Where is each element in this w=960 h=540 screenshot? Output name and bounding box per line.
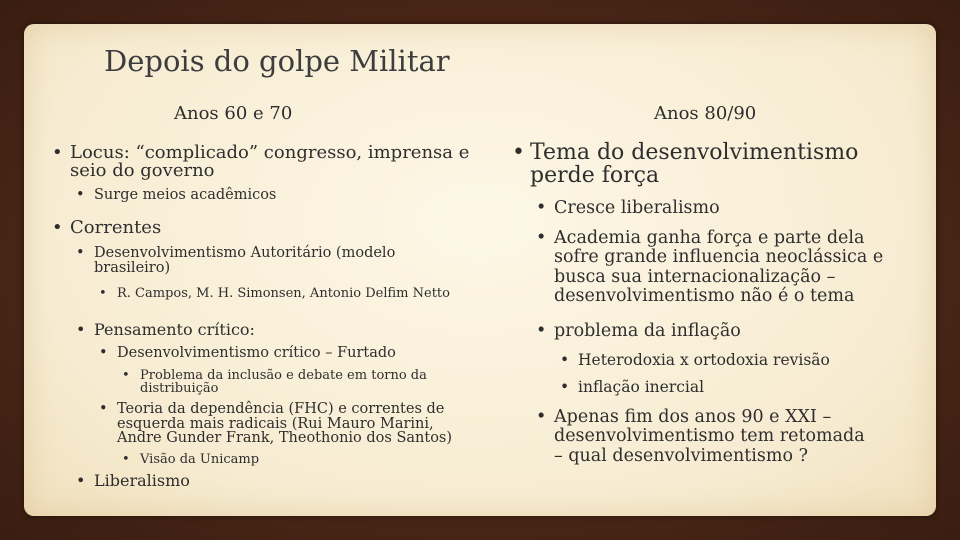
bullet-text: Locus: “complicado” congresso, imprensa e seio do governo: [70, 142, 470, 181]
bullet-icon: •: [99, 345, 108, 361]
bullet-text: Heterodoxia x ortodoxia revisão: [578, 351, 830, 369]
bullet-campos-simonsen: [99, 286, 467, 301]
bullet-locus: [52, 142, 480, 181]
bullet-text: R. Campos, M. H. Simonsen, Antonio Delfim Netto: [117, 286, 450, 301]
bullet-icon: •: [536, 407, 547, 427]
bullet-icon: •: [52, 142, 63, 163]
bullet-icon: •: [536, 228, 547, 248]
bullet-icon: •: [76, 245, 85, 261]
bullet-icon: •: [76, 471, 86, 490]
bullet-pensamento-critico: [76, 320, 444, 339]
left-column-heading: Anos 60 e 70: [174, 103, 293, 124]
bullet-text: Apenas fim dos anos 90 e XXI – desenvolvimentismo tem retomada – qual desenvolvimentismo ?: [554, 407, 865, 466]
slide-title: Depois do golpe Militar: [104, 44, 450, 78]
bullet-text: inflação inercial: [578, 378, 705, 396]
bullet-text: Correntes: [70, 217, 162, 238]
bullet-icon: •: [122, 452, 130, 467]
bullet-text: problema da inflação: [554, 321, 741, 341]
bullet-icon: •: [560, 351, 570, 369]
bullet-problema-inflacao: [536, 321, 884, 341]
bullet-text: Problema da inclusão e debate em torno da distribuição: [140, 368, 427, 396]
bullet-text: Visão da Unicamp: [140, 452, 260, 467]
bullet-icon: •: [99, 401, 108, 417]
bullet-correntes: [52, 217, 480, 238]
bullet-icon: •: [99, 286, 107, 301]
bullet-icon: •: [536, 321, 547, 341]
bullet-icon: •: [560, 378, 570, 396]
bullet-cresce-liberalismo: [536, 198, 884, 218]
bullet-text: Pensamento crítico:: [94, 320, 255, 339]
bullet-icon: •: [52, 217, 63, 238]
bullet-teoria-dependencia: [99, 401, 462, 446]
bullet-icon: •: [536, 198, 547, 218]
bullet-icon: •: [512, 140, 525, 165]
bullet-icon: •: [76, 187, 85, 203]
bullet-text: Liberalismo: [94, 471, 190, 490]
bullet-visao-unicamp: [122, 452, 440, 467]
bullet-text: Tema do desenvolvimentismo perde força: [530, 140, 859, 189]
bullet-text: Desenvolvimentismo crítico – Furtado: [117, 345, 396, 361]
bullet-text: Desenvolvimentismo Autoritário (modelo brasileiro): [94, 245, 396, 276]
bullet-icon: •: [76, 320, 86, 339]
bullet-text: Teoria da dependência (FHC) e correntes de esquerda mais radicais (Rui Mauro Marini, Andre Gunder Frank, Theothonio dos Santos): [117, 401, 453, 446]
bullet-text: Cresce liberalismo: [554, 198, 720, 218]
right-column-heading: Anos 80/90: [654, 103, 757, 124]
bullet-desenv-autoritario: [76, 245, 444, 276]
bullet-surge-meios: [76, 187, 474, 203]
bullet-inflacao-inercial: [560, 378, 878, 396]
bullet-tema-desenv: [512, 140, 860, 189]
bullet-academia: [536, 228, 884, 306]
bullet-apenas-fim: [536, 407, 869, 466]
bullet-desenv-critico: [99, 345, 467, 361]
bullet-heterodoxia: [560, 351, 878, 369]
bullet-problema-inclusao: [122, 368, 440, 396]
bullet-text: Surge meios acadêmicos: [94, 187, 277, 203]
bullet-text: Academia ganha força e parte dela sofre grande influencia neoclássica e busca sua internacionalização – desenvolvimentismo não é o tema: [554, 228, 884, 306]
bullet-icon: •: [122, 368, 130, 383]
bullet-liberalismo: [76, 471, 394, 490]
